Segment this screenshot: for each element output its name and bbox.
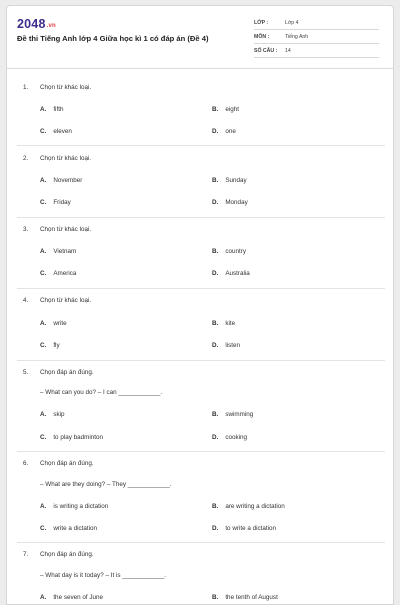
meta-subject: [254, 31, 379, 44]
meta-label: SỐ CÂU :: [254, 48, 278, 54]
option-b[interactable]: B. the tenth of August: [212, 594, 278, 601]
divider: [17, 288, 385, 289]
logo-main: 2048: [17, 17, 46, 31]
option-a[interactable]: A. the seven of June: [40, 594, 104, 601]
question-number: 7.: [23, 551, 29, 558]
divider: [17, 451, 385, 452]
option-d[interactable]: D. one: [212, 128, 236, 135]
exam-title: Đề thi Tiếng Anh lớp 4 Giữa học kì 1 có đáp án (Đề 4): [17, 34, 209, 43]
question-number: 3.: [23, 226, 29, 233]
option-b[interactable]: B. Sunday: [212, 177, 247, 184]
option-d[interactable]: D. Australia: [212, 270, 250, 277]
option-b[interactable]: B. swimming: [212, 411, 254, 418]
question-prompt: Chọn đáp án đúng.: [40, 551, 94, 558]
meta-label: LỚP :: [254, 20, 269, 26]
divider: [17, 360, 385, 361]
meta-label: MÔN :: [254, 34, 270, 40]
divider: [17, 217, 385, 218]
option-d[interactable]: D. listen: [212, 342, 241, 349]
option-d[interactable]: D. to write a dictation: [212, 525, 277, 532]
meta-value: 14: [285, 48, 291, 54]
option-c[interactable]: C. Friday: [40, 199, 71, 206]
option-a[interactable]: A. skip: [40, 411, 65, 418]
meta-value: Lớp 4: [285, 20, 299, 26]
question-prompt: Chọn từ khác loại.: [40, 84, 92, 91]
divider: [17, 145, 385, 146]
option-c[interactable]: C. fly: [40, 342, 60, 349]
option-a[interactable]: A. Vietnam: [40, 248, 77, 255]
logo-suffix: .vn: [46, 23, 56, 29]
question-number: 5.: [23, 369, 29, 376]
option-d[interactable]: D. cooking: [212, 434, 248, 441]
question-sentence: – What day is it today? – It is ____________.: [40, 572, 167, 579]
option-a[interactable]: A. fifth: [40, 106, 64, 113]
meta-value: Tiếng Anh: [285, 34, 309, 40]
site-logo[interactable]: [17, 17, 56, 31]
option-d[interactable]: D. Monday: [212, 199, 248, 206]
question-number: 6.: [23, 460, 29, 467]
question-prompt: Chọn đáp án đúng.: [40, 369, 94, 376]
option-b[interactable]: B. kite: [212, 320, 236, 327]
option-b[interactable]: B. are writing a dictation: [212, 503, 285, 510]
question-prompt: Chọn từ khác loại.: [40, 155, 92, 162]
question-sentence: – What can you do? – I can ____________.: [40, 389, 163, 396]
option-c[interactable]: C. America: [40, 270, 77, 277]
option-c[interactable]: C. write a dictation: [40, 525, 98, 532]
option-b[interactable]: B. country: [212, 248, 246, 255]
meta-class: [254, 17, 379, 30]
option-c[interactable]: C. eleven: [40, 128, 72, 135]
question-prompt: Chọn từ khác loại.: [40, 297, 92, 304]
meta-question-count: [254, 45, 379, 58]
option-a[interactable]: A. is writing a dictation: [40, 503, 109, 510]
worksheet-header: [7, 6, 393, 69]
question-number: 2.: [23, 155, 29, 162]
question-number: 4.: [23, 297, 29, 304]
option-a[interactable]: A. write: [40, 320, 67, 327]
option-c[interactable]: C. to play badminton: [40, 434, 104, 441]
option-b[interactable]: B. eight: [212, 106, 239, 113]
question-sentence: – What are they doing? – They ____________.: [40, 481, 172, 488]
divider: [17, 542, 385, 543]
question-number: 1.: [23, 84, 29, 91]
question-prompt: Chọn từ khác loại.: [40, 226, 92, 233]
option-a[interactable]: A. November: [40, 177, 83, 184]
question-prompt: Chọn đáp án đúng.: [40, 460, 94, 467]
worksheet: [6, 5, 394, 605]
